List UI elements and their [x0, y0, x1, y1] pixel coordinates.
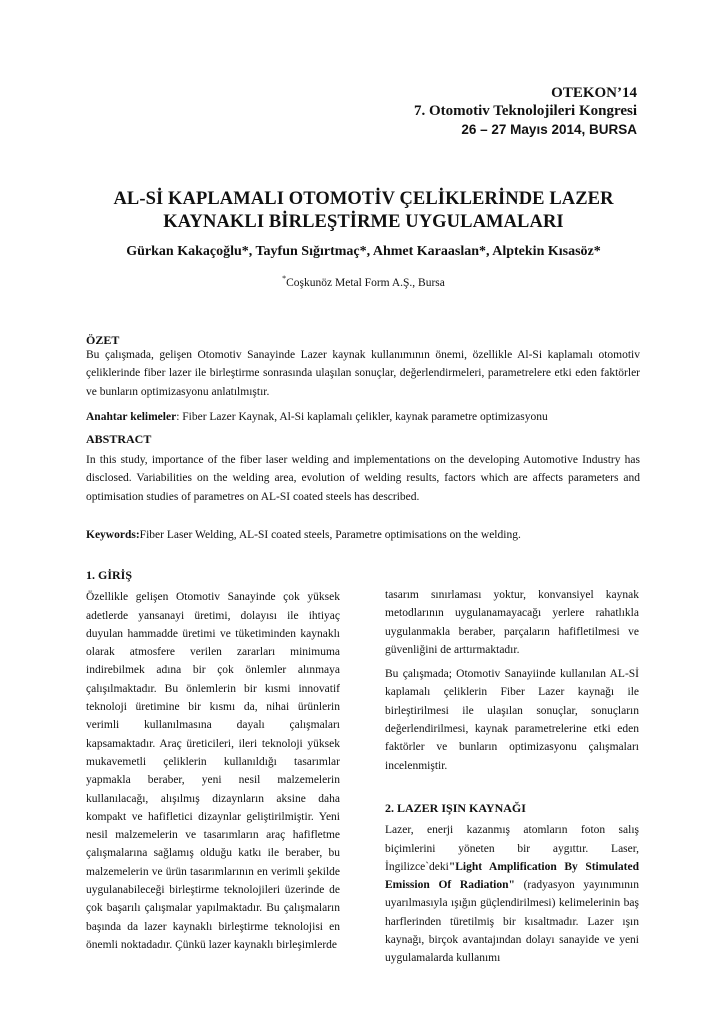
anahtar-text: : Fiber Lazer Kaynak, Al-Si kaplamalı çelikler, kaynak parametre optimizasyonu — [176, 411, 548, 423]
left-column — [86, 566, 340, 960]
section-1-paragraph-1-continued: tasarım sınırlaması yoktur, konvansiyel kaynak metodlarının uygulanamayacağı yerlere rahatlıkla uygulanmakla beraber, parçaların hafifletilmesi ve güvenliğini de arttırmaktadır. — [385, 589, 639, 656]
conference-name: 7. Otomotiv Teknolojileri Kongresi — [413, 103, 637, 119]
section-2-text-b: (radyasyon yayınımının uyarılmasıyla ışığın güçlendirilmesi) kelimelerinin baş harflerinden türetilmiş bir kısaltmadır. Lazer ışın kaynağı, birçok avantajından dolayı sanayide ve yeni uygulamalarda kullanımı — [385, 879, 639, 965]
abstract-body — [86, 451, 640, 506]
ozet-text: Bu çalışmada, gelişen Otomotiv Sanayinde Lazer kaynak kullanımının önemi, özellikle Al-Si kaplamalı otomotiv çeliklerinde fiber lazer ile birleştirme sonrasında ulaşılan sonuçlar, değerlendirmeleri, parametrelere etki eden faktörler ve bunların optimizasyonu anlatılmıştır. — [86, 349, 640, 398]
conference-date: 26 – 27 Mayıs 2014, BURSA — [461, 122, 637, 137]
ozet-body — [86, 346, 640, 401]
ozet-heading: ÖZET — [86, 333, 120, 347]
title-line-2: KAYNAKLI BİRLEŞTİRME UYGULAMALARI — [163, 212, 564, 232]
right-column — [385, 586, 639, 974]
title-line-1: AL-Sİ KAPLAMALI OTOMOTİV ÇELİKLERİNDE LAZER — [113, 189, 614, 209]
section-1-heading: 1. GİRİŞ — [86, 568, 133, 582]
section-1-paragraph-1: Özellikle gelişen Otomotiv Sanayinde çok yüksek adetlerde yansanayi üretimi, dolayısı ile ihtiyaç duyulan hammadde üretimi ve tüketiminden kaynaklı olarak atmosfere verilen zararları minimuma indirebilmek adına bir çok önlemler alınmaya çalışılmaktadır. Bu önlemlerin bir kısmi innovatif teknoloji üretimine bir kısmı da, nihai ürünlerin verimli kullanılmasına dayalı çalışmaları kapsamaktadır. Araç üreticileri, ileri teknoloji yüksek mukavemetli çeliklerin kullanıldığı tasarımlar yapmakla beraber, yeni nesil malzemelerin kullanılacağı, alışılmış dizaynların aksine daha kompakt ve hafifletici dizaynlar geliştirilmiştir. Yeni nesil malzemelerin ve tasarımların araç hafifletme çalışmalarına sağlamış olduğu katkı ile beraber, bu malzemelerin ve ürün tasarımlarının en verimli şekilde uygulanabileceği birleştirme teknolojileri üzerinde de çok başarılı çalışmalar yapılmaktadır. Bu çalışmaların başında da lazer kaynaklı birleştirme teknolojisi en önemli noktadadır. Çünkü lazer kaynaklı birleşimlerde — [86, 591, 340, 951]
section-2-text-a: Lazer, enerji kazanmış atomların foton salış biçimlerini yöneten bir aygıttır. Laser, İngilizce`deki — [385, 824, 639, 873]
author-list: Gürkan Kakaçoğlu*, Tayfun Sığırtmaç*, Ahmet Karaaslan*, Alptekin Kısasöz* — [126, 244, 601, 259]
paper-title — [86, 188, 641, 234]
section-2-heading: 2. LAZER IŞIN KAYNAĞI — [385, 800, 526, 815]
abstract-text: In this study, importance of the fiber laser welding and implementations on the developing Automotive Industry has disclosed. Variabilities on the welding area, evolution of welding results, factors which are affects parameters and optimisation studies of parametres on AL-SI coated steels has described. — [86, 454, 640, 503]
anahtar-kelimeler — [86, 408, 640, 426]
conference-header — [414, 84, 637, 140]
anahtar-label: Anahtar kelimeler — [86, 411, 177, 423]
keywords-text: Fiber Laser Welding, AL-SI coated steels, Parametre optimisations on the welding. — [139, 529, 521, 541]
conference-code: OTEKON’14 — [551, 85, 637, 101]
section-2-laser-acronym: "Light Amplification By Stimulated Emission Of Radiation" — [385, 860, 639, 892]
affiliation-text: Coşkunöz Metal Form A.Ş., Bursa — [286, 276, 445, 289]
section-2-paragraph — [385, 821, 639, 967]
affiliation — [86, 274, 641, 289]
keywords — [86, 526, 640, 544]
section-1-paragraph-2: Bu çalışmada; Otomotiv Sanayiinde kullanılan AL-Sİ kaplamalı çeliklerin Fiber Lazer kaynağı ile birleştirilmesi ile ulaşılan sonuçlar, sonuçların değerlendirilmesi, kaynak parametrelerine etki eden faktörler ve bunların optimizasyonu çalışmaları incelenmiştir. — [385, 668, 639, 772]
abstract-heading: ABSTRACT — [86, 432, 152, 446]
affiliation-mark: * — [282, 274, 287, 283]
keywords-label: Keywords: — [86, 529, 140, 541]
